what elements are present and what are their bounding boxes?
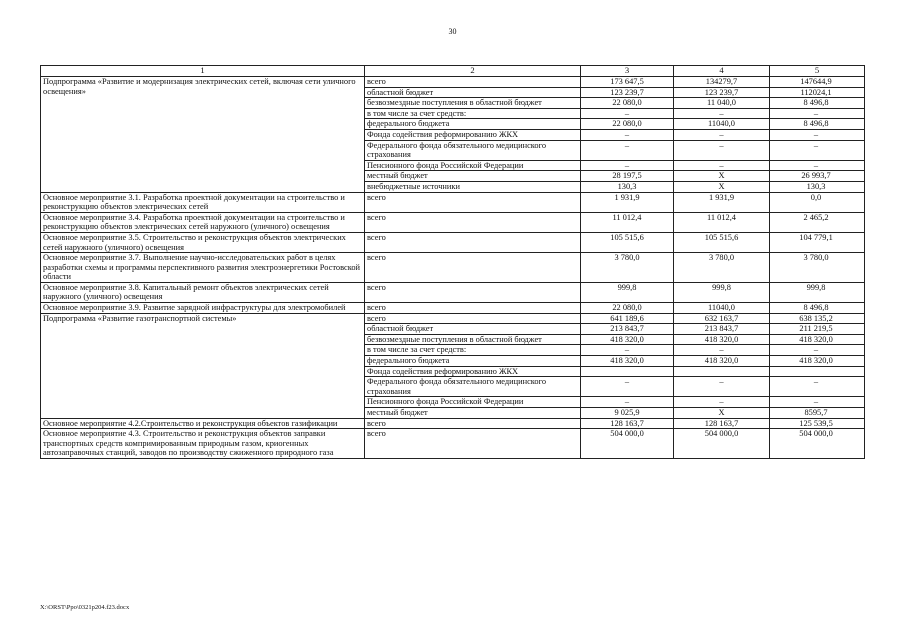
value-cell-col5: 3 780,0 xyxy=(770,253,865,283)
funding-source-cell: всего xyxy=(365,303,581,314)
funding-source-cell: в том числе за счет средств: xyxy=(365,345,581,356)
program-name-cell: Основное мероприятие 3.9. Развитие зарядной инфраструктуры для электромобилей xyxy=(41,303,365,314)
value-cell-col5: 8 496,8 xyxy=(770,303,865,314)
table-row xyxy=(41,303,865,314)
value-cell-col5: 638 135,2 xyxy=(770,313,865,324)
value-cell-col5: 147644,9 xyxy=(770,77,865,88)
table-row xyxy=(41,282,865,302)
value-cell-col5: 130,3 xyxy=(770,181,865,192)
funding-source-cell: безвозмездные поступления в областной бюджет xyxy=(365,98,581,109)
value-cell-col3: 173 647,5 xyxy=(581,77,674,88)
value-cell-col4: – xyxy=(674,345,770,356)
program-name-cell: Основное мероприятие 3.5. Строительство и реконструкция объектов электрических сетей наружного (уличного) освещения xyxy=(41,232,365,252)
header-cell: 4 xyxy=(674,66,770,77)
value-cell-col4: – xyxy=(674,377,770,397)
value-cell-col5: – xyxy=(770,160,865,171)
funding-source-cell: федерального бюджета xyxy=(365,356,581,367)
funding-source-cell: в том числе за счет средств: xyxy=(365,108,581,119)
value-cell-col3: 641 189,6 xyxy=(581,313,674,324)
funding-source-cell: всего xyxy=(365,212,581,232)
value-cell-col3: 418 320,0 xyxy=(581,334,674,345)
funding-source-cell: внебюджетные источники xyxy=(365,181,581,192)
funding-source-cell: всего xyxy=(365,282,581,302)
funding-source-cell: Пенсионного фонда Российской Федерации xyxy=(365,160,581,171)
funding-source-cell: Федерального фонда обязательного медицинского страхования xyxy=(365,377,581,397)
value-cell-col4: 999,8 xyxy=(674,282,770,302)
value-cell-col3: – xyxy=(581,129,674,140)
funding-source-cell: Фонда содействия реформированию ЖКХ xyxy=(365,366,581,377)
value-cell-col3: 11 012,4 xyxy=(581,212,674,232)
value-cell-col5: 211 219,5 xyxy=(770,324,865,335)
value-cell-col4: – xyxy=(674,108,770,119)
value-cell-col3: 22 080,0 xyxy=(581,119,674,130)
value-cell-col5: 504 000,0 xyxy=(770,429,865,459)
program-name-cell: Основное мероприятие 4.2.Строительство и реконструкция объектов газификации xyxy=(41,418,365,429)
table-row xyxy=(41,77,865,88)
value-cell-col5: 26 993,7 xyxy=(770,171,865,182)
value-cell-col5: – xyxy=(770,397,865,408)
value-cell-col3: – xyxy=(581,397,674,408)
value-cell-col4: 1 931,9 xyxy=(674,192,770,212)
value-cell-col4: 504 000,0 xyxy=(674,429,770,459)
program-name-cell: Основное мероприятие 3.7. Выполнение научно-исследовательских работ в целях разработки схемы и программы перспективного развития электроэнергетики Ростовской области xyxy=(41,253,365,283)
program-name-cell: Основное мероприятие 4.3. Строительство и реконструкция объектов заправки транспортных средств компримированным природным газом, криогенных автозаправочных станций, заводов по производству сжиженного природного газа xyxy=(41,429,365,459)
value-cell-col3 xyxy=(581,366,674,377)
value-cell-col5: 104 779,1 xyxy=(770,232,865,252)
value-cell-col4: – xyxy=(674,160,770,171)
funding-source-cell: федерального бюджета xyxy=(365,119,581,130)
value-cell-col5: 999,8 xyxy=(770,282,865,302)
value-cell-col4: 418 320,0 xyxy=(674,334,770,345)
funding-source-cell: областной бюджет xyxy=(365,87,581,98)
program-name-cell: Подпрограмма «Развитие газотранспортной системы» xyxy=(41,313,365,418)
value-cell-col5: 0,0 xyxy=(770,192,865,212)
value-cell-col5: 125 539,5 xyxy=(770,418,865,429)
value-cell-col3: – xyxy=(581,140,674,160)
funding-source-cell: всего xyxy=(365,313,581,324)
funding-source-cell: всего xyxy=(365,77,581,88)
value-cell-col4: – xyxy=(674,140,770,160)
table-row xyxy=(41,429,865,459)
value-cell-col4: 134279,7 xyxy=(674,77,770,88)
value-cell-col3: 504 000,0 xyxy=(581,429,674,459)
value-cell-col4: 11040,0 xyxy=(674,303,770,314)
value-cell-col3: – xyxy=(581,377,674,397)
page-number: 30 xyxy=(448,27,457,36)
header-cell: 2 xyxy=(365,66,581,77)
value-cell-col3: – xyxy=(581,108,674,119)
value-cell-col3: 418 320,0 xyxy=(581,356,674,367)
value-cell-col4: 105 515,6 xyxy=(674,232,770,252)
value-cell-col4: – xyxy=(674,129,770,140)
value-cell-col3: – xyxy=(581,160,674,171)
table-row xyxy=(41,253,865,283)
table-row xyxy=(41,418,865,429)
value-cell-col3: 105 515,6 xyxy=(581,232,674,252)
value-cell-col3: 123 239,7 xyxy=(581,87,674,98)
value-cell-col5: – xyxy=(770,129,865,140)
value-cell-col5: 2 465,2 xyxy=(770,212,865,232)
value-cell-col5: – xyxy=(770,377,865,397)
value-cell-col5: – xyxy=(770,140,865,160)
file-path-footer: Х:\ORST\Ppo\0321p204.f23.docx xyxy=(40,604,130,611)
value-cell-col4 xyxy=(674,366,770,377)
value-cell-col5: 112024,1 xyxy=(770,87,865,98)
budget-table xyxy=(40,65,865,459)
value-cell-col3: 999,8 xyxy=(581,282,674,302)
funding-source-cell: областной бюджет xyxy=(365,324,581,335)
value-cell-col3: 3 780,0 xyxy=(581,253,674,283)
value-cell-col5: 8 496,8 xyxy=(770,98,865,109)
value-cell-col5: – xyxy=(770,345,865,356)
value-cell-col5: 8 496,8 xyxy=(770,119,865,130)
header-cell: 3 xyxy=(581,66,674,77)
table-row xyxy=(41,192,865,212)
value-cell-col5: 8595,7 xyxy=(770,408,865,419)
value-cell-col3: 130,3 xyxy=(581,181,674,192)
funding-source-cell: всего xyxy=(365,418,581,429)
table-row xyxy=(41,232,865,252)
value-cell-col5 xyxy=(770,366,865,377)
value-cell-col4: 11 012,4 xyxy=(674,212,770,232)
value-cell-col4: 128 163,7 xyxy=(674,418,770,429)
header-row xyxy=(41,66,865,77)
value-cell-col4: 3 780,0 xyxy=(674,253,770,283)
value-cell-col5: – xyxy=(770,108,865,119)
funding-source-cell: безвозмездные поступления в областной бюджет xyxy=(365,334,581,345)
value-cell-col4: Х xyxy=(674,408,770,419)
funding-source-cell: Фонда содействия реформированию ЖКХ xyxy=(365,129,581,140)
value-cell-col4: Х xyxy=(674,171,770,182)
value-cell-col3: 128 163,7 xyxy=(581,418,674,429)
value-cell-col5: 418 320,0 xyxy=(770,334,865,345)
value-cell-col4: Х xyxy=(674,181,770,192)
funding-source-cell: всего xyxy=(365,192,581,212)
program-name-cell: Основное мероприятие 3.4. Разработка проектной документации на строительство и реконструкцию объектов электрических сетей наружного (уличного) освещения xyxy=(41,212,365,232)
funding-source-cell: местный бюджет xyxy=(365,408,581,419)
program-name-cell: Подпрограмма «Развитие и модернизация электрических сетей, включая сети уличного освещения» xyxy=(41,77,365,193)
program-name-cell: Основное мероприятие 3.1. Разработка проектной документации на строительство и реконструкцию объектов электрических сетей xyxy=(41,192,365,212)
header-cell: 5 xyxy=(770,66,865,77)
funding-source-cell: всего xyxy=(365,429,581,459)
value-cell-col3: 22 080,0 xyxy=(581,303,674,314)
value-cell-col4: 418 320,0 xyxy=(674,356,770,367)
value-cell-col3: – xyxy=(581,345,674,356)
table-row xyxy=(41,212,865,232)
header-cell: 1 xyxy=(41,66,365,77)
value-cell-col4: 632 163,7 xyxy=(674,313,770,324)
value-cell-col4: 123 239,7 xyxy=(674,87,770,98)
value-cell-col3: 28 197,5 xyxy=(581,171,674,182)
value-cell-col4: – xyxy=(674,397,770,408)
funding-source-cell: Пенсионного фонда Российской Федерации xyxy=(365,397,581,408)
funding-source-cell: всего xyxy=(365,253,581,283)
value-cell-col3: 213 843,7 xyxy=(581,324,674,335)
value-cell-col3: 9 025,9 xyxy=(581,408,674,419)
value-cell-col3: 1 931,9 xyxy=(581,192,674,212)
program-name-cell: Основное мероприятие 3.8. Капитальный ремонт объектов электрических сетей наружного (уличного) освещения xyxy=(41,282,365,302)
funding-source-cell: всего xyxy=(365,232,581,252)
value-cell-col5: 418 320,0 xyxy=(770,356,865,367)
funding-source-cell: Федерального фонда обязательного медицинского страхования xyxy=(365,140,581,160)
table-row xyxy=(41,313,865,324)
funding-source-cell: местный бюджет xyxy=(365,171,581,182)
value-cell-col4: 11040,0 xyxy=(674,119,770,130)
value-cell-col3: 22 080,0 xyxy=(581,98,674,109)
value-cell-col4: 213 843,7 xyxy=(674,324,770,335)
value-cell-col4: 11 040,0 xyxy=(674,98,770,109)
